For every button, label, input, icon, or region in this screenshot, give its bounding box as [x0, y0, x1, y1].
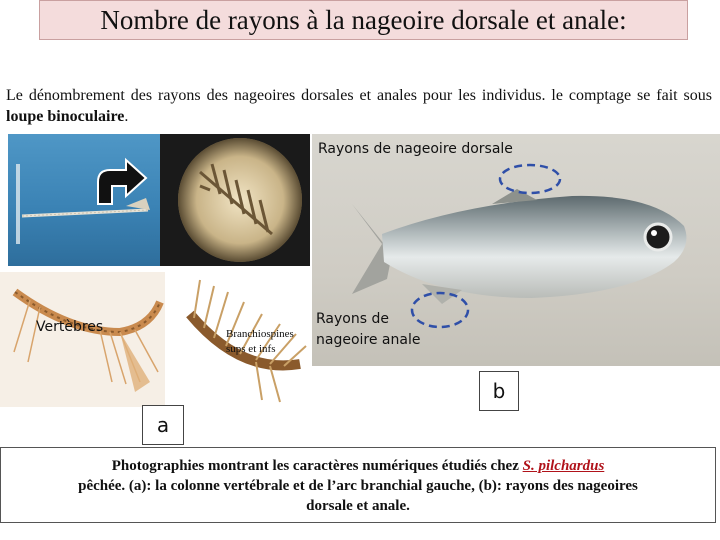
panel-tag-a: a: [142, 405, 184, 445]
label-branch-line2: sups et infs: [226, 343, 276, 355]
label-dorsal-fin: Rayons de nageoire dorsale: [318, 141, 513, 157]
label-branch-line1: Branchiospines: [226, 328, 294, 340]
caption-prefix: Photographies montrant les caractères numériques étudiés chez: [111, 458, 523, 474]
intro-bold: loupe binoculaire: [6, 108, 125, 125]
photo-spine-blue: [8, 134, 160, 266]
caption-line2: pêchée. (a): la colonne vertébrale et de l’arc branchial gauche, (b): rayons des nageoires: [78, 478, 638, 494]
label-vertebres: Vertèbres: [36, 319, 104, 335]
photo-vertebral-column: [0, 272, 165, 407]
intro-paragraph: [6, 85, 712, 127]
label-branchiospines: [226, 327, 294, 357]
photo-microscope: [160, 134, 310, 266]
panel-tag-b: b: [479, 371, 519, 411]
intro-text: Le dénombrement des rayons des nageoires dorsales et anales pour les individus. le comptage se fait sous: [6, 87, 712, 104]
label-anal-fin: [316, 309, 420, 351]
intro-end: .: [124, 108, 129, 125]
label-anal-line2: nageoire anale: [316, 332, 421, 348]
figure-caption: [0, 447, 716, 523]
label-anal-line1: Rayons de: [316, 311, 389, 327]
caption-line1: [1, 456, 715, 476]
caption-species: S. pilchardus: [522, 458, 605, 474]
caption-line3: dorsale et anale.: [306, 498, 410, 514]
slide-title: Nombre de rayons à la nageoire dorsale et anale:: [39, 0, 688, 40]
